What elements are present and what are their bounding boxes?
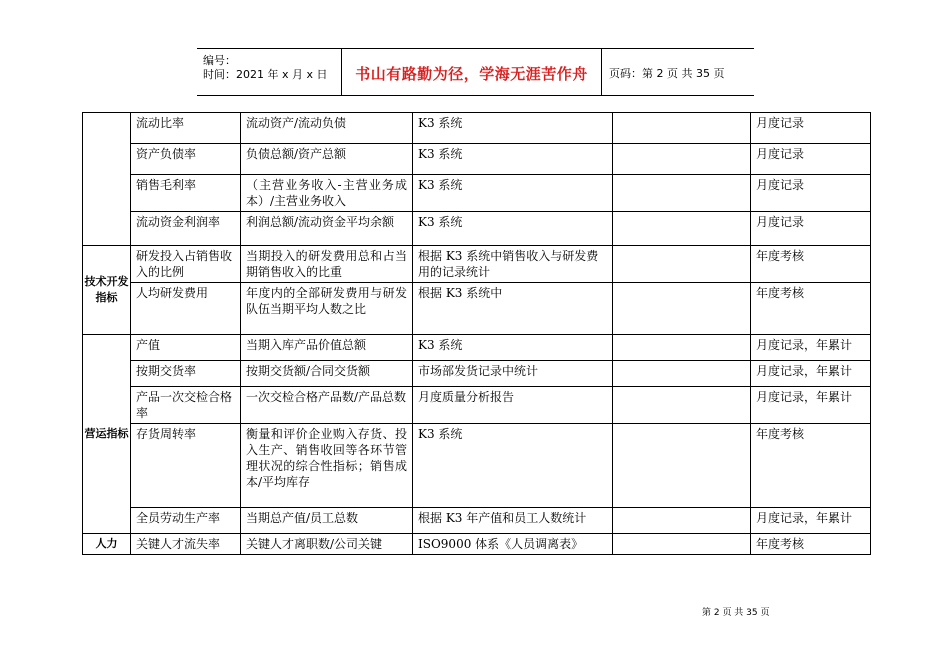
source-cell: 根据 K3 年产值和员工人数统计 [413, 508, 613, 534]
motto: 书山有路勤为径，学海无涯苦作舟 [355, 65, 588, 83]
table-row [83, 175, 871, 212]
frequency-cell: 月度记录 [751, 113, 871, 144]
formula-cell: 负债总额/资产总额 [241, 144, 413, 175]
blank-cell [613, 387, 751, 424]
indicator-cell: 人均研发费用 [131, 283, 241, 335]
indicator-cell: 研发投入占销售收入的比例 [131, 246, 241, 283]
formula-cell: 衡量和评价企业购入存货、投入生产、销售收回等各环节管理状况的综合性指标；销售成本/平均库存 [241, 424, 413, 508]
table-row [83, 387, 871, 424]
indicator-cell: 产值 [131, 335, 241, 361]
formula-cell: 年度内的全部研发费用与研发队伍当期平均人数之比 [241, 283, 413, 335]
indicator-table [82, 112, 871, 555]
indicator-cell: 销售毛利率 [131, 175, 241, 212]
frequency-cell: 月度记录，年累计 [751, 361, 871, 387]
source-cell: 根据 K3 系统中 [413, 283, 613, 335]
formula-cell: 利润总额/流动资金平均余额 [241, 212, 413, 246]
indicator-cell: 全员劳动生产率 [131, 508, 241, 534]
category-cell: 技术开发指标 [83, 246, 131, 335]
frequency-cell: 月度记录 [751, 212, 871, 246]
table-row [83, 212, 871, 246]
table-row [83, 246, 871, 283]
frequency-cell: 年度考核 [751, 246, 871, 283]
source-cell: K3 系统 [413, 113, 613, 144]
frequency-cell: 年度考核 [751, 534, 871, 555]
page-label: 页码：第 2 页 共 35 页 [609, 67, 725, 80]
source-cell: K3 系统 [413, 424, 613, 508]
header-divider [601, 48, 602, 96]
frequency-cell: 月度记录 [751, 144, 871, 175]
table-row [83, 113, 871, 144]
indicator-cell: 产品一次交检合格率 [131, 387, 241, 424]
frequency-cell: 年度考核 [751, 283, 871, 335]
header-meta [203, 54, 328, 82]
frequency-cell: 月度记录，年累计 [751, 387, 871, 424]
header-bottom-rule [197, 95, 754, 96]
blank-cell [613, 361, 751, 387]
table-row [83, 283, 871, 335]
blank-cell [613, 212, 751, 246]
time-label: 时间：2021 年 x 月 x 日 [203, 68, 328, 81]
table-row [83, 144, 871, 175]
formula-cell: （主营业务收入-主营业务成本）/主营业务收入 [241, 175, 413, 212]
source-cell: K3 系统 [413, 212, 613, 246]
source-cell: K3 系统 [413, 335, 613, 361]
header-divider [341, 48, 342, 96]
frequency-cell: 月度记录，年累计 [751, 335, 871, 361]
frequency-cell: 月度记录，年累计 [751, 508, 871, 534]
formula-cell: 关键人才离职数/公司关键 [241, 534, 413, 555]
indicator-cell: 按期交货率 [131, 361, 241, 387]
formula-cell: 当期总产值/员工总数 [241, 508, 413, 534]
source-cell: 市场部发货记录中统计 [413, 361, 613, 387]
page-header [197, 48, 754, 96]
table-row [83, 335, 871, 361]
indicator-cell: 关键人才流失率 [131, 534, 241, 555]
category-cell: 营运指标 [83, 335, 131, 534]
blank-cell [613, 283, 751, 335]
source-cell: K3 系统 [413, 144, 613, 175]
blank-cell [613, 144, 751, 175]
indicator-cell: 资产负债率 [131, 144, 241, 175]
source-cell: K3 系统 [413, 175, 613, 212]
header-top-rule [197, 48, 754, 49]
source-cell: 月度质量分析报告 [413, 387, 613, 424]
formula-cell: 一次交检合格产品数/产品总数 [241, 387, 413, 424]
formula-cell: 当期投入的研发费用总和占当期销售收入的比重 [241, 246, 413, 283]
blank-cell [613, 335, 751, 361]
frequency-cell: 月度记录 [751, 175, 871, 212]
page-footer: 第 2 页 共 35 页 [702, 608, 770, 618]
table-row [83, 424, 871, 508]
indicator-cell: 流动比率 [131, 113, 241, 144]
blank-cell [613, 508, 751, 534]
table-row [83, 508, 871, 534]
category-cell [83, 113, 131, 246]
frequency-cell: 年度考核 [751, 424, 871, 508]
blank-cell [613, 424, 751, 508]
formula-cell: 当期入库产品价值总额 [241, 335, 413, 361]
formula-cell: 流动资产/流动负债 [241, 113, 413, 144]
number-label: 编号： [203, 54, 236, 67]
blank-cell [613, 246, 751, 283]
table-row [83, 534, 871, 555]
category-cell: 人力 [83, 534, 131, 555]
source-cell: ISO9000 体系《人员调离表》 [413, 534, 613, 555]
blank-cell [613, 534, 751, 555]
indicator-cell: 流动资金利润率 [131, 212, 241, 246]
blank-cell [613, 175, 751, 212]
indicator-cell: 存货周转率 [131, 424, 241, 508]
table-row [83, 361, 871, 387]
blank-cell [613, 113, 751, 144]
source-cell: 根据 K3 系统中销售收入与研发费用的记录统计 [413, 246, 613, 283]
formula-cell: 按期交货额/合同交货额 [241, 361, 413, 387]
